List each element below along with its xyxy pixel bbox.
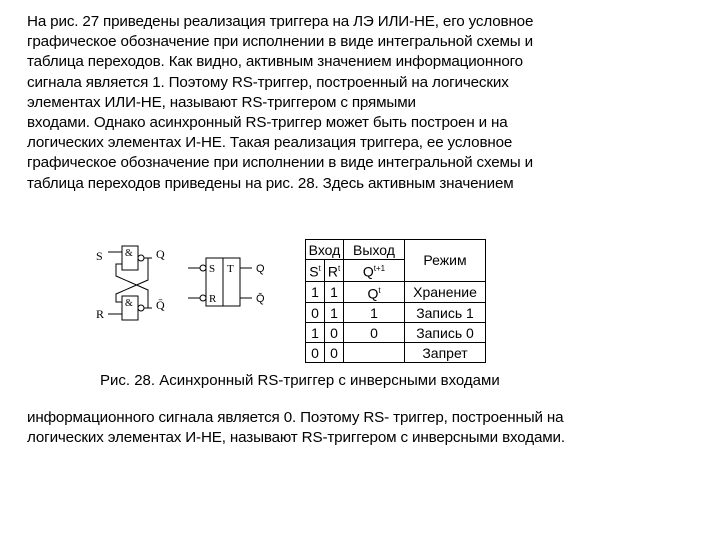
text-line: элементах ИЛИ-НЕ, называют RS-триггером с прямыми (27, 93, 416, 111)
cell-s: 0 (306, 303, 325, 323)
feedback-wire-q (116, 258, 148, 302)
subheader-r: $R^t$ (325, 260, 344, 282)
paragraph-bottom (27, 408, 707, 448)
ic-pin-s: S (209, 263, 216, 275)
cell-s: 0 (306, 343, 325, 363)
cell-mode: Запись 1 (405, 303, 486, 323)
cell-mode: Хранение (405, 281, 486, 303)
lower-nand-gate (122, 296, 138, 320)
lower-gate-symbol: & (125, 298, 133, 309)
cell-r: 0 (325, 343, 344, 363)
text-line: входами. Однако асинхронный RS-триггер может быть построен и на (27, 114, 508, 132)
nand-schematic (108, 246, 152, 320)
lower-inversion-bubble (138, 305, 144, 311)
table-row (306, 343, 486, 363)
cell-mode: Запрет (405, 343, 486, 363)
header-mode: Режим (405, 240, 486, 282)
text-line: графическое обозначение при исполнении в виде интегральной схемы и (27, 33, 533, 51)
cell-r: 1 (325, 281, 344, 303)
schematic-q-label: Q (156, 247, 165, 261)
figure-caption: Рис. 28. Асинхронный RS-триггер с инверсными входами (100, 372, 500, 389)
text-line: таблица переходов приведены на рис. 28. Здесь активным значением (27, 174, 514, 192)
text-line: На рис. 27 приведены реализация триггера на ЛЭ ИЛИ-НЕ, его условное (27, 13, 534, 30)
cell-s: 1 (306, 323, 325, 343)
text-line: таблица переходов. Как видно, активным значением информационного (27, 53, 523, 71)
subheader-s: $S^t$ (306, 260, 325, 282)
ic-body (206, 258, 240, 306)
schematic-s-label: S (96, 249, 103, 263)
upper-gate-symbol: & (125, 248, 133, 259)
ic-s-inversion-bubble (200, 265, 206, 271)
table-row (306, 281, 486, 303)
schematic-qbar-label: Q̄ (156, 298, 165, 312)
table-row (306, 323, 486, 343)
transition-table (305, 239, 486, 363)
ic-out-qbar: Q̄ (256, 293, 265, 305)
upper-inversion-bubble (138, 255, 144, 261)
ic-symbol (188, 258, 252, 306)
ic-r-inversion-bubble (200, 295, 206, 301)
text-line: сигнала является 1. Поэтому RS-триггер, построенный на логических (27, 73, 509, 91)
cell-mode: Запись 0 (405, 323, 486, 343)
feedback-wire-qbar (116, 264, 148, 308)
text-line: информационного сигнала является 0. Поэтому RS- триггер, построенный на (27, 409, 564, 426)
ic-pin-t: T (227, 263, 234, 275)
table-row (306, 303, 486, 323)
subheader-q: $Q^{t+1}$ (344, 260, 405, 282)
ic-out-q: Q (256, 263, 265, 275)
ic-pin-r: R (209, 293, 217, 305)
text-line: логических элементах И-НЕ. Такая реализация триггера, ее условное (27, 134, 513, 152)
cell-q: $Q^t$ (344, 281, 405, 303)
schematic-r-label: R (96, 307, 105, 321)
cell-q (344, 343, 405, 363)
cell-r: 1 (325, 303, 344, 323)
cell-q: 0 (344, 323, 405, 343)
paragraph-top (27, 12, 707, 194)
cell-q: 1 (344, 303, 405, 323)
table-header-row (306, 240, 486, 260)
header-inputs: Вход (306, 240, 344, 260)
text-line: логических элементах И-НЕ, называют RS-триггером с инверсными входами. (27, 429, 565, 447)
header-outputs: Выход (344, 240, 405, 260)
text-line: графическое обозначение при исполнении в виде интегральной схемы и (27, 154, 533, 172)
cell-s: 1 (306, 281, 325, 303)
cell-r: 0 (325, 323, 344, 343)
upper-nand-gate (122, 246, 138, 270)
